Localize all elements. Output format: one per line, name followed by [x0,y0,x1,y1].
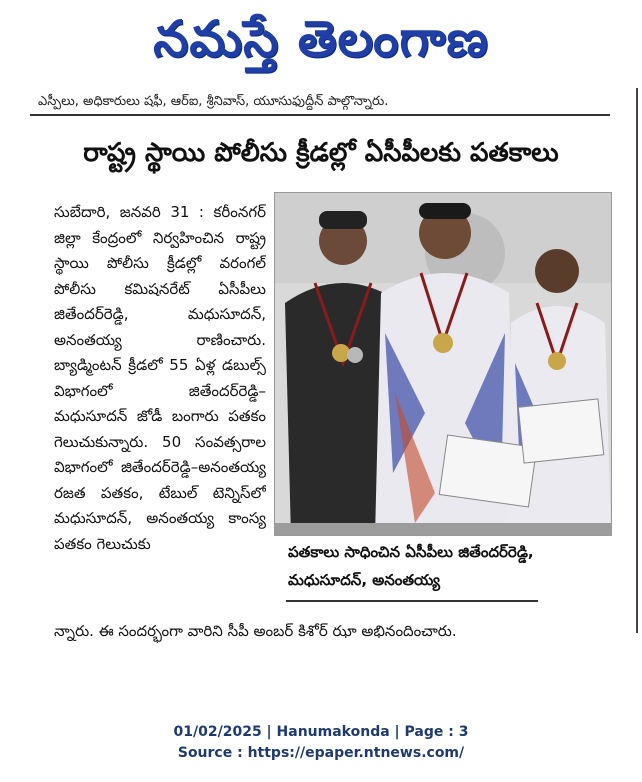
article-photo [274,192,612,536]
page-footer [0,722,642,766]
source-link[interactable]: Source : https://epaper.ntnews.com/ [177,745,465,761]
previous-article-cut-text: ఎస్పీలు, అధికారులు షఫీ, ఆర్ఐ, శ్రీనివాస్, యూసుఫుద్దీన్ పాల్గొన్నారు. [38,94,389,109]
article-body [54,200,266,620]
divider [30,114,610,116]
newspaper-masthead: నమస్తే తెలంగాణ [153,10,489,68]
photo-illustration [275,193,612,536]
caption-underline [286,600,538,602]
photo-caption: పతకాలు సాధించిన ఏసీపీలు జితేందర్‌రెడ్డి, మధుసూదన్, అనంతయ్య [288,543,534,589]
article-closing-line: న్నారు. ఈ సందర్భంగా వారిని సీపీ అంబర్ కిశోర్ ఝా అభినందించారు. [54,622,457,640]
article-body-text: సుబేదారి, జనవరి 31 : కరీంనగర్ జిల్లా కేంద్రంలో నిర్వహించిన రాష్ట్ర స్థాయి పోలీసు క్రీడల్లో వరంగల్ పోలీసు కమిషనరేట్ ఏసీపీలు జితేందర్‌రెడ్డి, మధుసూదన్, అనంతయ్య రాణించారు. బ్యాడ్మింటన్ క్రీడలో 55 ఏళ్ల డబుల్స్ విభాగంలో జితేందర్‌రెడ్డి–మధుసూదన్ జోడీ బంగారు పతకం గెలుచుకున్నారు. 50 సంవత్సరాల విభాగంలో జితేందర్‌రెడ్డి–అనంతయ్య రజత పతకం, టేబుల్ టెన్నిస్‌లో మధుసూదన్, అనంతయ్య కాంస్య పతకం గెలుచుకు [54,203,266,553]
article-headline: రాష్ట్ర స్థాయి పోలీసు క్రీడల్లో ఏసీపీలకు పతకాలు [83,138,559,168]
edition-info: 01/02/2025 | Hanumakonda | Page : 3 [173,724,469,740]
